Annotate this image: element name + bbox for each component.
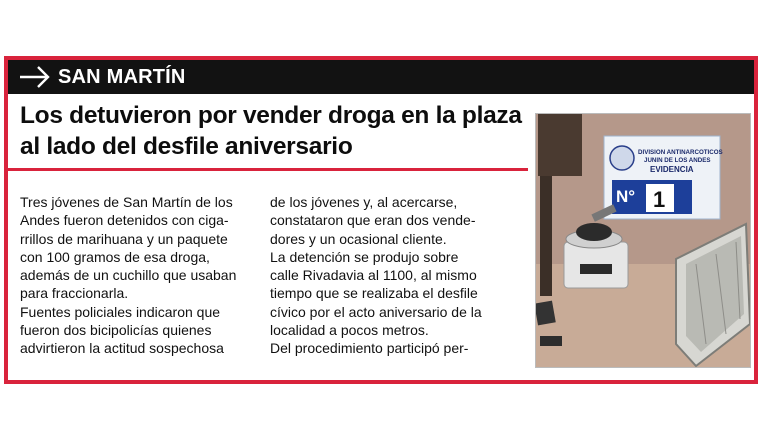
body-line: fueron dos bicipolicías quienes: [20, 322, 212, 339]
sign-line-3: EVIDENCIA: [650, 165, 694, 174]
body-line: calle Rivadavia al 1100, al mismo: [270, 267, 477, 284]
headline: Los detuvieron por vender droga en la plaza al lado del desfile aniversario: [20, 102, 522, 160]
body-line: Tres jóvenes de San Martín de los: [20, 194, 233, 210]
evidence-photo: [535, 113, 751, 368]
sign-line-1: DIVISION ANTINARCOTICOS: [638, 149, 723, 156]
evidence-sign: [604, 136, 723, 219]
police-badge-icon: [610, 146, 634, 170]
body-column-1: [20, 193, 252, 358]
sign-number: 1: [653, 187, 666, 212]
sign-line-2: JUNIN DE LOS ANDES: [644, 157, 711, 164]
body-line: para fraccionarla.: [20, 285, 129, 302]
body-column-2: [270, 193, 502, 358]
section-bar: [8, 60, 754, 94]
body-line: Del procedimiento participó per-: [270, 340, 469, 357]
body-line: rrillos de marihuana y un paquete: [20, 230, 228, 247]
section-label: SAN MARTÍN: [58, 66, 186, 88]
arrow-right-icon: [18, 64, 52, 90]
body-line: con 100 gramos de esa droga,: [20, 248, 210, 265]
headline-rule: [8, 168, 528, 171]
body-line: además de un cuchillo que usaban: [20, 267, 237, 284]
body-line: de los jóvenes y, al acercarse,: [270, 194, 458, 210]
body-line: La detención se produjo sobre: [270, 248, 459, 265]
body-line: Andes fueron detenidos con ciga-: [20, 212, 229, 229]
body-line: cívico por el acto aniversario de la: [270, 303, 482, 320]
body-line: dores y un ocasional cliente.: [270, 230, 447, 247]
article-frame: [4, 56, 758, 384]
sign-number-label: N°: [616, 187, 636, 206]
body-line: Fuentes policiales indicaron que: [20, 303, 221, 320]
body-line: constataron que eran dos vende-: [270, 212, 476, 229]
body-line: tiempo que se realizaba el desfile: [270, 285, 478, 302]
body-line: advirtieron la actitud sospechosa: [20, 340, 224, 357]
body-line: localidad a pocos metros.: [270, 322, 429, 339]
